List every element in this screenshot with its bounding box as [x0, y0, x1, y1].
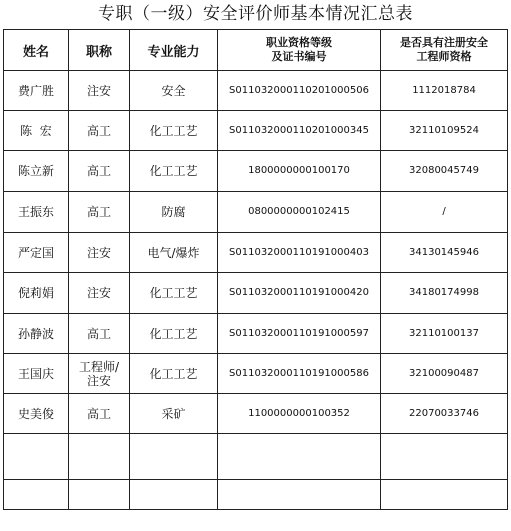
- header-name: 姓名: [4, 30, 69, 71]
- empty-row: [4, 480, 508, 510]
- cell-name: 倪莉娟: [4, 273, 69, 314]
- empty-cell: [218, 434, 381, 480]
- cell-registered: 34130145946: [381, 233, 508, 273]
- cell-title-line2: 注安: [86, 373, 111, 388]
- cell-specialty: 化工工艺: [130, 151, 218, 192]
- cell-name: 陈立新: [4, 151, 69, 192]
- summary-table: [3, 29, 508, 510]
- table-row: [4, 233, 508, 273]
- cell-specialty: 电气/爆炸: [130, 233, 218, 273]
- cell-registered: 34180174998: [381, 273, 508, 314]
- cell-specialty: 化工工艺: [130, 111, 218, 151]
- header-certificate: [218, 30, 381, 71]
- cell-certificate: S011032000110191000403: [218, 233, 381, 273]
- cell-certificate: S011032000110191000586: [218, 354, 381, 394]
- table-row: [4, 273, 508, 314]
- cell-name: 王国庆: [4, 354, 69, 394]
- cell-title: 高工: [69, 394, 130, 434]
- cell-certificate: S011032000110191000597: [218, 314, 381, 354]
- empty-row: [4, 434, 508, 480]
- cell-certificate: 0800000000102415: [218, 192, 381, 233]
- cell-registered: 22070033746: [381, 394, 508, 434]
- empty-cell: [130, 480, 218, 510]
- page-title: 专职（一级）安全评价师基本情况汇总表: [98, 4, 413, 24]
- header-certificate-line2: 及证书编号: [271, 50, 327, 63]
- cell-title: [69, 354, 130, 394]
- empty-cell: [381, 434, 508, 480]
- table-row: [4, 394, 508, 434]
- empty-cell: [69, 480, 130, 510]
- table-row: [4, 111, 508, 151]
- header-registered-line2: 工程师资格: [416, 50, 472, 63]
- cell-certificate: 1100000000100352: [218, 394, 381, 434]
- header-title: 职称: [69, 30, 130, 71]
- cell-title: 高工: [69, 151, 130, 192]
- table-row: [4, 71, 508, 111]
- cell-name: 史美俊: [4, 394, 69, 434]
- table-row: [4, 192, 508, 233]
- table-row: [4, 354, 508, 394]
- cell-registered: /: [381, 192, 508, 233]
- cell-specialty: 安全: [130, 71, 218, 111]
- cell-name: 费广胜: [4, 71, 69, 111]
- cell-certificate: S011032000110201000506: [218, 71, 381, 111]
- header-specialty: 专业能力: [130, 30, 218, 71]
- cell-certificate: S011032000110201000345: [218, 111, 381, 151]
- cell-certificate: 1800000000100170: [218, 151, 381, 192]
- cell-title: 注安: [69, 71, 130, 111]
- cell-name: 严定国: [4, 233, 69, 273]
- cell-title: 注安: [69, 273, 130, 314]
- cell-certificate: S011032000110191000420: [218, 273, 381, 314]
- cell-registered: 32110100137: [381, 314, 508, 354]
- cell-name: 陈 宏: [4, 111, 69, 151]
- cell-specialty: 化工工艺: [130, 314, 218, 354]
- header-certificate-line1: 职业资格等级: [266, 36, 332, 49]
- cell-name: 王振东: [4, 192, 69, 233]
- cell-title: 高工: [69, 314, 130, 354]
- empty-cell: [218, 480, 381, 510]
- cell-specialty: 化工工艺: [130, 354, 218, 394]
- cell-title-line1: 工程师/: [78, 359, 120, 374]
- cell-title: 高工: [69, 192, 130, 233]
- cell-registered: 32110109524: [381, 111, 508, 151]
- cell-registered: 1112018784: [381, 71, 508, 111]
- empty-cell: [381, 480, 508, 510]
- cell-specialty: 化工工艺: [130, 273, 218, 314]
- cell-registered: 32080045749: [381, 151, 508, 192]
- cell-title: 注安: [69, 233, 130, 273]
- header-registered-line1: 是否具有注册安全: [400, 36, 488, 49]
- header-registered-engineer: [381, 30, 508, 71]
- empty-cell: [4, 434, 69, 480]
- cell-specialty: 防腐: [130, 192, 218, 233]
- cell-title: 高工: [69, 111, 130, 151]
- table-header-row: [4, 30, 508, 71]
- cell-name: 孙静波: [4, 314, 69, 354]
- table-row: [4, 151, 508, 192]
- cell-specialty: 采矿: [130, 394, 218, 434]
- cell-registered: 32100090487: [381, 354, 508, 394]
- empty-cell: [130, 434, 218, 480]
- empty-cell: [69, 434, 130, 480]
- empty-cell: [4, 480, 69, 510]
- table-row: [4, 314, 508, 354]
